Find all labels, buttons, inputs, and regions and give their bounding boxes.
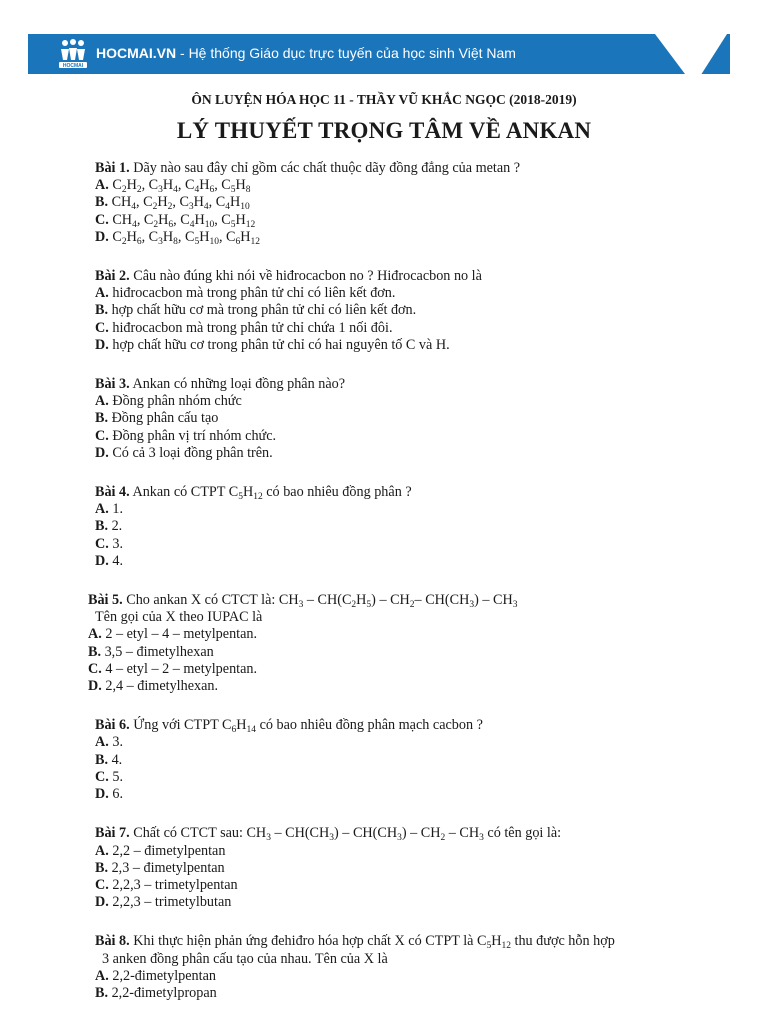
option-label: A. <box>95 501 109 518</box>
answer-option <box>95 212 735 229</box>
option-label: B. <box>95 984 109 1001</box>
question-label: Bài 2. <box>95 268 130 285</box>
line-text: $C_2H_2$, $C_3H_4$, $C_4H_6$, $C_5H_8$ <box>108 177 251 196</box>
line-text: 2 – etyl – 4 – metylpentan. <box>101 626 258 643</box>
answer-option <box>95 985 735 1002</box>
line-text: 3 anken đồng phân cấu tạo của nhau. Tên của X là <box>102 950 388 967</box>
line-text: Ankan có những loại đồng phân nào? <box>129 376 346 393</box>
answer-option <box>95 860 735 877</box>
option-label: A. <box>95 967 109 984</box>
answer-option <box>95 734 735 751</box>
answer-option <box>95 194 735 211</box>
option-label: C. <box>95 319 109 336</box>
line-text: Tên gọi của X theo IUPAC là <box>95 609 263 626</box>
option-label: A. <box>88 626 102 643</box>
line-text: 2. <box>108 518 123 535</box>
line-text: 4 – etyl – 2 – metylpentan. <box>101 660 258 677</box>
line-text: 5. <box>108 768 123 785</box>
option-label: A. <box>95 285 109 302</box>
option-label: C. <box>88 660 102 677</box>
line-text: 2,2 – đimetylpentan <box>108 842 226 859</box>
answer-option <box>88 661 735 678</box>
answer-option <box>95 320 735 337</box>
answer-option <box>95 894 735 911</box>
line-text: 3. <box>108 535 123 552</box>
option-label: D. <box>95 336 109 353</box>
option-label: D. <box>88 678 102 695</box>
line-text: Có cả 3 loại đồng phân trên. <box>108 444 273 461</box>
line-text: 1. <box>108 501 123 518</box>
answer-option <box>95 536 735 553</box>
question-stem-cont <box>88 609 735 626</box>
option-label: D. <box>95 228 109 245</box>
option-label: B. <box>95 859 109 876</box>
option-label: D. <box>95 444 109 461</box>
line-text: hợp chất hữu cơ mà trong phân tử chỉ có liên kết đơn. <box>108 302 417 319</box>
option-label: A. <box>95 734 109 751</box>
option-label: B. <box>88 643 102 660</box>
option-label: B. <box>95 751 109 768</box>
answer-option <box>95 769 735 786</box>
question-stem <box>95 717 735 734</box>
question-list <box>88 160 735 1024</box>
option-label: D. <box>95 894 109 911</box>
option-label: B. <box>95 410 109 427</box>
question-stem <box>95 825 735 842</box>
question-7 <box>95 825 735 911</box>
option-label: C. <box>95 876 109 893</box>
line-text: 2,2-đimetylpentan <box>108 967 216 984</box>
answer-option <box>95 410 735 427</box>
question-label: Bài 6. <box>95 717 130 734</box>
option-label: B. <box>95 302 109 319</box>
answer-option <box>95 177 735 194</box>
option-label: B. <box>95 194 109 211</box>
question-label: Bài 4. <box>95 484 130 501</box>
answer-option <box>88 644 735 661</box>
line-text: $CH_4$, $C_2H_6$, $C_4H_{10}$, $C_5H_{12}$ <box>108 211 256 230</box>
line-text: $C_2H_6$, $C_3H_8$, $C_5H_{10}$, $C_6H_{12}$ <box>108 228 260 247</box>
question-label: Bài 5. <box>88 592 123 609</box>
line-text: $CH_4$, $C_2H_2$, $C_3H_4$, $C_4H_{10}$ <box>108 194 250 213</box>
line-text: 3,5 – đimetylhexan <box>101 643 214 660</box>
line-text: Đồng phân cấu tạo <box>108 410 219 427</box>
answer-option <box>95 229 735 246</box>
question-label: Bài 7. <box>95 825 130 842</box>
answer-option <box>95 501 735 518</box>
line-text: Đồng phân vị trí nhóm chức. <box>108 427 277 444</box>
answer-option <box>95 302 735 319</box>
line-text: Ankan có CTPT $C_5H_{12}$ có bao nhiêu đồng phân ? <box>129 484 412 503</box>
answer-option <box>95 877 735 894</box>
header-tagline <box>96 45 516 65</box>
line-text: hợp chất hữu cơ trong phân tử chỉ có hai nguyên tố C và H. <box>108 336 450 353</box>
question-3 <box>95 376 735 462</box>
hocmai-logo-icon <box>58 38 88 70</box>
question-6 <box>95 717 735 803</box>
option-label: C. <box>95 427 109 444</box>
line-text: 4. <box>108 751 123 768</box>
line-text: 4. <box>108 552 123 569</box>
line-text: Dãy nào sau đây chỉ gồm các chất thuộc dãy đồng đẳng của metan ? <box>129 160 521 176</box>
answer-option <box>95 393 735 410</box>
question-stem <box>95 376 735 393</box>
answer-option <box>88 678 735 695</box>
option-label: A. <box>95 177 109 194</box>
answer-option <box>88 626 735 643</box>
line-text: hiđrocacbon mà trong phân tử chỉ chứa 1 nối đôi. <box>108 319 393 336</box>
line-text: Chất có CTCT sau: $CH_3 - CH(CH_3) - CH(CH_3) - CH_2 - CH_3$ có tên gọi là: <box>129 825 562 844</box>
answer-option <box>95 445 735 462</box>
option-label: C. <box>95 768 109 785</box>
question-stem <box>88 592 735 609</box>
answer-option <box>95 843 735 860</box>
line-text: 2,3 – đimetylpentan <box>108 859 225 876</box>
answer-option <box>95 337 735 354</box>
question-stem <box>95 268 735 285</box>
answer-option <box>95 428 735 445</box>
question-stem <box>95 933 735 950</box>
answer-option <box>95 553 735 570</box>
question-label: Bài 3. <box>95 376 130 393</box>
question-1 <box>95 160 735 246</box>
option-label: A. <box>95 393 109 410</box>
option-label: B. <box>95 518 109 535</box>
question-4 <box>95 484 735 570</box>
line-text: 2,2-đimetylpropan <box>108 984 217 1001</box>
line-text: 2,4 – đimetylhexan. <box>101 678 219 695</box>
line-text: Ứng với CTPT $C_6H_{14}$ có bao nhiêu đồng phân mạch cacbon ? <box>129 717 483 736</box>
option-label: D. <box>95 786 109 803</box>
answer-option <box>95 285 735 302</box>
answer-option <box>95 518 735 535</box>
answer-option <box>95 786 735 803</box>
line-text: Cho ankan X có CTCT là: $CH_3 - CH(C_2H_5) - CH_2-$ $CH(CH_3) - CH_3$ <box>122 592 518 611</box>
answer-option <box>95 752 735 769</box>
line-text: Câu nào đúng khi nói về hiđrocacbon no ? Hiđrocacbon no là <box>129 268 482 285</box>
option-label: C. <box>95 535 109 552</box>
option-label: A. <box>95 842 109 859</box>
line-text: Khi thực hiện phản ứng đehiđro hóa hợp chất X có CTPT là $C_5H_{12}$ thu được hỗn hợp <box>129 933 615 952</box>
question-stem <box>95 484 735 501</box>
question-stem <box>95 160 735 177</box>
course-subtitle: ÔN LUYỆN HÓA HỌC 11 - THẦY VŨ KHẮC NGỌC (2018-2019) <box>191 92 577 107</box>
answer-option <box>95 968 735 985</box>
question-label: Bài 8. <box>95 933 130 950</box>
question-2 <box>95 268 735 354</box>
option-label: C. <box>95 211 109 228</box>
option-label: D. <box>95 552 109 569</box>
document-title: LÝ THUYẾT TRỌNG TÂM VỀ ANKAN <box>176 118 592 143</box>
logo-text: HOCMAI <box>62 63 84 69</box>
question-label: Bài 1. <box>95 160 130 176</box>
question-8 <box>95 933 735 1002</box>
question-stem-cont <box>95 951 735 968</box>
line-text: 2,2,3 – trimetylpentan <box>108 876 238 893</box>
question-5 <box>88 592 735 695</box>
line-text: 6. <box>108 786 123 803</box>
line-text: hiđrocacbon mà trong phân tử chỉ có liên kết đơn. <box>108 285 396 302</box>
line-text: Đồng phân nhóm chức <box>108 393 242 410</box>
tagline-text: - Hệ thống Giáo dục trực tuyến của học sinh Việt Nam <box>176 45 516 61</box>
line-text: 2,2,3 – trimetylbutan <box>108 894 232 911</box>
line-text: 3. <box>108 734 123 751</box>
brand-name[interactable]: HOCMAI.VN <box>96 45 177 61</box>
